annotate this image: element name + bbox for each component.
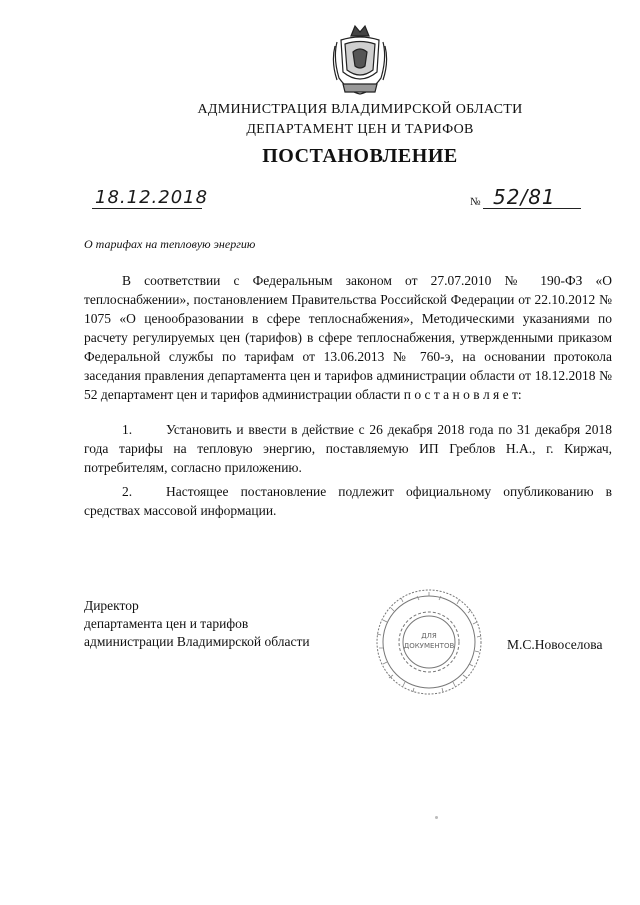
department-org-name: АДМИНИСТРАЦИЯ ВЛАДИМИРСКОЙ ОБЛАСТИ: [197, 102, 523, 117]
item-number: 1.: [122, 422, 133, 437]
preamble-paragraph: В соответствии с Федеральным законом от 27.07.2010 № 190-ФЗ «О теплоснабжении», постановлением Правительства Российской Федерации от 22.10.2012 № 1075 «О ценообразовании в сфере теплоснабжения», Методическими указаниями по расчету регулируемых цен (тарифов) в сфере теплоснабжения, утвержденными приказом Федеральной службы по тарифам от 13.06.2013 № 760-э, на основании протокола заседания правления департамента цен и тарифов администрации области от 18.12.2018 № 52 департамент цен и тарифов администрации области п о с т а н о в л я е т:: [84, 273, 612, 402]
item-number: 2.: [122, 484, 133, 499]
signature-block: [84, 597, 310, 651]
item-text: Установить и ввести в действие с 26 декабря 2018 года по 31 декабря 2018 года тарифы на тепловую энергию, поставляемую ИП Греблов Н.А., г. Киржач, потребителям, согласно приложению.: [84, 422, 612, 475]
item-text: Настоящее постановление подлежит официальному опубликованию в средствах массовой информации.: [84, 484, 612, 518]
official-stamp: [373, 586, 485, 698]
signer-position-line3: администрации Владимирской области: [84, 634, 310, 649]
signer-position-line2: департамента цен и тарифов: [84, 616, 249, 631]
signer-position-line1: Директор: [84, 598, 139, 613]
document-subject: О тарифах на тепловую энергию: [84, 237, 256, 251]
department-name: ДЕПАРТАМЕНТ ЦЕН И ТАРИФОВ: [246, 122, 474, 137]
list-item: [84, 420, 612, 477]
stamp-text-1: ДЛЯ: [421, 632, 437, 640]
stamp-text-2: ДОКУМЕНТОВ: [403, 642, 455, 650]
document-date: 18.12.2018: [95, 187, 209, 208]
number-underline: [483, 208, 581, 209]
signer-name: М.С.Новоселова: [507, 637, 603, 652]
date-underline: [92, 208, 202, 209]
document-number: 52/81: [493, 185, 556, 209]
number-label: №: [470, 196, 481, 208]
document-title: ПОСТАНОВЛЕНИЕ: [262, 145, 458, 167]
coat-of-arms-icon: [331, 22, 389, 98]
list-item: [84, 482, 612, 520]
scan-speck: [435, 816, 438, 819]
